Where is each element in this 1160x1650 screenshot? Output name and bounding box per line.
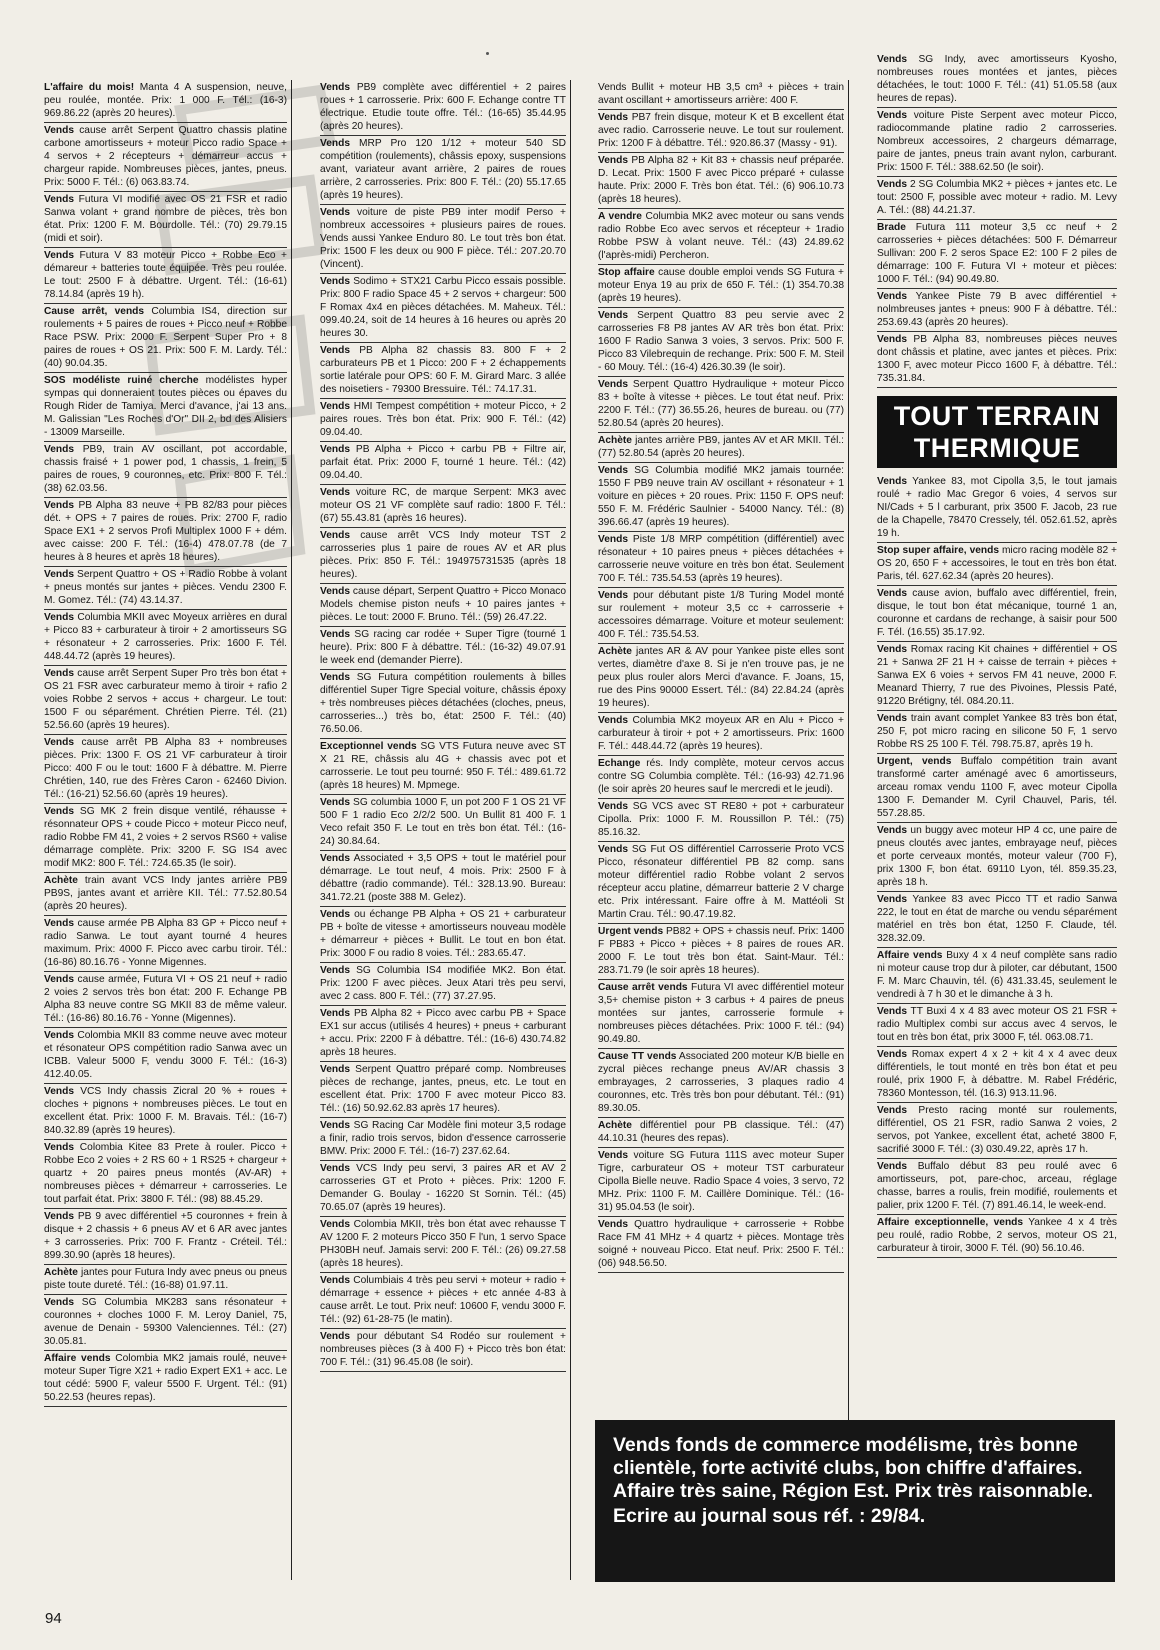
ad-lead: Stop super affaire, vends — [877, 545, 1000, 556]
classified-ad — [598, 1049, 844, 1118]
classified-ad — [877, 1004, 1117, 1047]
ad-lead: Vends — [598, 1219, 629, 1230]
classified-ad — [44, 80, 287, 123]
classified-ad — [320, 1329, 566, 1372]
ad-lead: Vends — [320, 345, 351, 356]
classified-ad — [598, 463, 844, 532]
classified-ad — [320, 1161, 566, 1217]
classified-ad — [598, 842, 844, 924]
ad-text: jantes AR & AV pour Yankee piste elles sont vertes, diamètre d'axe 8. Si je n'en trouve pas, je ne peux plus rouler alors Merci d'avance. F. Joans, 15, rue des Pins 90000 Essert. Tél.: (84) 22.84.24 (après 19 heures). — [598, 646, 844, 709]
ad-lead: Affaire vends — [877, 950, 943, 961]
ad-lead: Stop affaire — [598, 267, 655, 278]
classified-ad — [320, 1118, 566, 1161]
classified-ad — [598, 433, 844, 463]
classified-ad — [320, 80, 566, 136]
ad-lead: Vends — [877, 713, 908, 724]
ad-text: Colombia MK2 jamais roulé, neuve+ moteur Super Tigre X21 + radio Expert EX1 + acc. Le tout cédé: 5900 F, valeur 5500 F. Urgent. Tél.: (91) 50.22.53 (heures repas). — [44, 1353, 288, 1403]
ad-lead: Vends — [320, 1275, 351, 1286]
ad-lead: Vends — [598, 1150, 629, 1161]
ad-lead: Urgent, vends — [877, 756, 952, 767]
ad-text: cause arrêt PB Alpha 83 + nombreuses pièces. Prix: 1300 F. OS 21 VF carburateur à tiroir Picco: 400 F ou le tout: 1600 F à débattre. M. Pierre Chrétien, 140, rue des Frères Caron - 62460 Divion. Tél.: (16-21) 52.56.60 (après 19 heures). — [44, 737, 287, 800]
ad-text: Serpent Quattro préparé comp. Nombreuses pièces de rechange, jantes, pneus, etc. Le tout en escellent état. Prix: 1700 F avec moteur Picco 83. Tél.: (16) 50.92.62.83 après 17 heures). — [320, 1064, 566, 1114]
page-number: 94 — [45, 1610, 62, 1627]
ad-lead: Achète — [598, 1120, 632, 1131]
ad-lead: Vends — [44, 500, 75, 511]
classified-ad — [320, 528, 566, 584]
ad-lead: Vends — [320, 1064, 351, 1075]
ad-lead: Vends — [598, 379, 629, 390]
ad-text: Yankee 83 avec Picco TT et radio Sanwa 222, le tout en état de marche ou vendu séparément matériel en très bon état, 1250 F. Claude, tél. 328.32.09. — [877, 894, 1117, 944]
column-4 — [877, 52, 1117, 1372]
classified-ad — [598, 924, 844, 980]
classified-ad — [320, 739, 566, 795]
ad-text: SG Fut OS différentiel Carrosserie Proto VCS Picco, résonateur différentiel PB 82 comp. sans moteur différentiel radio Robbe volant 2 servos récepteur accu platine, démarreur batterie 2 V charge etc. Prix intéressant. Faire offre à M. Mattéoli St Martin Crau. Tél.: 90.47.19.82. — [598, 844, 844, 920]
classified-ad — [320, 670, 566, 739]
ad-text: SG Futura compétition roulements à billes différentiel Super Tigre Special voiture, châssis époxy + très nombreuses pièces détachées (cloches, pneus, carrosseries...) très bo, état: 2500 F. Tél.: (40) 76.50.06. — [320, 672, 566, 735]
ad-lead: Vends — [320, 401, 351, 412]
ad-lead: Vends — [598, 715, 629, 726]
ad-text: SG Columbia modifié MK2 jamais tournée: 1550 F PB9 neuve train AV oscillant + résonateur + 1 voiture en pièces + 20 roues. Prix: 1150 F. OPS neuf: 550 F. M. Frédéric Saulnier - 54000 Nancy. Tél.: (8) 396.66.47 (après 19 heures). — [598, 465, 844, 528]
classified-ad — [320, 1217, 566, 1273]
ad-lead: Achète — [598, 646, 632, 657]
ad-text: cause double emploi vends SG Futura + moteur Enya 19 au prix de 650 F. Tél.: (1) 354.70.38 (après 19 heures). — [598, 267, 845, 304]
classified-ad — [44, 1351, 287, 1407]
ad-text: Presto racing monté sur roulements, différentiel, OS 21 FSR, radio Sanwa 2 voies, 2 servos, pot Yankee, excellent état, acheté 3800 F, sacrifié 3000 F. Tél.: (3) 030.49.22, après 17 h. — [877, 1105, 1117, 1155]
ad-lead: Affaire exceptionnelle, vends — [877, 1217, 1024, 1228]
classified-ad — [44, 442, 287, 498]
classified-ad — [44, 304, 287, 373]
classified-ad — [877, 948, 1117, 1004]
ad-lead: Vends — [44, 806, 75, 817]
ad-lead: Vends — [320, 672, 351, 683]
classified-ad — [320, 274, 566, 343]
ad-text: SG Indy, avec amortisseurs Kyosho, nombreuses roues montées et jantes, pièces détachées, le tout: 1000 F. Tél.: (41) 51.05.58 (aux heures de repas). — [877, 54, 1117, 104]
ad-lead: Vends — [320, 1163, 351, 1174]
ad-lead: Vends — [320, 797, 351, 808]
ad-text: Sodimo + STX21 Carbu Picco essais possible. Prix: 800 F radio Space 45 + 2 servos + chargeur: 500 F Romax 4x4 en pièces détachées. M. Maheux. Tél.: 099.40.24, soit de 14 heures à 16 heures ou après 20 heures 30. — [320, 276, 566, 339]
ad-text: Serpent Quattro 83 peu servie avec 2 carrosseries F8 P8 jantes AV AR très bon état. Prix: 1600 F Radio Sanwa 3 voies, 3 servos. Prix: 500 F. Picco 83 Vilebrequin de rechange. Prix: 500 F. M. Steil - 60 Mouy. Tél.: (16-4) 426.30.39 (le soir). — [598, 310, 844, 373]
ad-text: Vends Bullit + moteur HB 3,5 cm³ + pièces + train avant oscillant + amortisseurs arrière: 400 F. — [598, 82, 844, 106]
ad-text: SG Racing Car Modèle fini moteur 3,5 rodage a finir, radio trois servos, bidon d'essence carrosserie BMW. Prix: 2000 F. Tél.: (16-7) 237.62.64. — [320, 1120, 566, 1157]
ad-lead: Vends — [44, 1297, 75, 1308]
ad-lead: Vends — [320, 1120, 351, 1131]
classified-ad — [320, 795, 566, 851]
classified-ad — [877, 543, 1117, 586]
ad-lead: Vends — [44, 918, 75, 929]
classified-ad — [320, 627, 566, 670]
classified-ad — [877, 586, 1117, 642]
ad-lead: Vends — [44, 1142, 75, 1153]
classified-ad — [877, 711, 1117, 754]
classified-ad — [877, 754, 1117, 823]
ad-text: Associated 200 moteur K/B bielle en zycral pièces rechange pneus AV/AR chassis 3 embrayages, 2 carrosseries, 3 plaques radio 4 couronnes, etc. Très très bon pour débutant. Tél.: (91) 89.30.05. — [598, 1051, 844, 1114]
ad-text: Piste 1/8 MRP compétition (différentiel) avec résonateur + 10 paires pneus + pièces détachées + carrosserie neuve voiture en très bon état. Seulement 700 F. Tél.: 735.54.53 (après 19 heures). — [598, 534, 844, 584]
ad-text: VCS Indy peu servi, 3 paires AR et AV 2 carrosseries GT et Proto + pièces. Prix: 1200 F. Demander G. Boulay - 16220 St Sornin. Tél.: (45) 70.65.07 (après 19 heures). — [320, 1163, 566, 1213]
ad-text: cause armée PB Alpha 83 GP + Picco neuf + radio Sanwa. Le tout ayant tourné 4 heures maximum. Prix: 4000 F. Picco avec carbu tiroir. Tél.: (16-86) 80.16.76 - Yonne Migennes. — [44, 918, 287, 968]
banner-line-2: THERMIQUE — [913, 433, 1081, 463]
classified-ad — [598, 209, 844, 265]
ad-lead: Vends — [877, 291, 908, 302]
ad-text: Columbia IS4, direction sur roulements + 5 paires de roues + Picco neuf + Robbe Race PSW. Prix: 2000 F. Serpent Super Pro + 8 paires de roues + OS 21. Prix: 500 F. M. Lardy. Tél.: (40) 90.04.35. — [44, 306, 287, 369]
classified-ad — [598, 644, 844, 713]
ad-text: voiture de piste PB9 inter modif Perso + nombreux accessoires + plusieurs paires de roues. Vends aussi Yankee Enduro 80. Le tout très bon état. Prix: 1500 F les deux ou 900 F pièce. Tél.: 207.20.70 (Vincent). — [320, 207, 566, 270]
ad-text: Columbia MKII avec Moyeux arrières en dural + Picco 83 + carburateur à tiroir + 2 amortisseurs SG + résonateur + 2 carrosseries. Prix: 1600 F. Tél. 448.44.72 (après 19 heures). — [44, 612, 287, 662]
ad-text: Buffalo compétition train avant transformé carter aménagé avec 6 amortisseurs, arceau romax vendu 1100 F, avec moteur Cipolla 1300 F. Demander M. Cyril Chauvel, Paris, tél. 557.28.85. — [877, 756, 1117, 819]
ad-text: SG MK 2 frein disque ventilé, réhausse + résonnateur OPS + coude Picco + moteur Picco neuf, radio Robbe FM 41, 2 voies + 2 servos RS60 + valise démarrage complète. Prix: 3200 F. SG IS4 avec modif MK2: 800 F. Tél.: 724.65.35 (le soir). — [44, 806, 287, 869]
ad-lead: Vends — [877, 825, 908, 836]
ad-text: PB9, train AV oscillant, pot accordable, chassis fraisé + 1 power pod, 1 chassis, 1 frein, 5 paires de roues, 9 couronnes, etc. Prix: 800 F. Tél.: (38) 62.03.56. — [44, 444, 287, 494]
ad-lead: Vends — [44, 612, 75, 623]
ad-text: jantes arrière PB9, jantes AV et AR MKII. Tél.: (77) 52.80.54 (après 20 heures). — [598, 435, 844, 459]
ad-lead: Vends — [598, 844, 629, 855]
ad-text: PB9 complète avec différentiel + 2 paires roues + 1 carrosserie. Prix: 600 F. Echange contre TT électrique. Etudie toute offre. Tél.: (16-65) 35.44.95 (après 20 heures). — [320, 82, 566, 132]
ad-text: cause armée, Futura VI + OS 21 neuf + radio 2 voies 2 servos très bon état: 200 F. Echange PB Alpha 83 neuve contre SG MKII 83 de même valeur. Tél.: (16-86) 80.16.76 - Yonne (Migennes). — [44, 974, 287, 1024]
ad-text: Yankee 83, mot Cipolla 3,5, le tout jamais roulé + radio Mac Gregor 6 voies, 4 servos sur NI/Cads + 5 l carburant, prix 3500 F. Jacob, 23 rue de la Chapelle, 78470 Cressely, tél. 052.61.52, après 19 h. — [877, 476, 1117, 539]
classified-ad — [320, 485, 566, 528]
ad-lead: A vendre — [598, 211, 642, 222]
ad-text: Quattro hydraulique + carrosserie + Robbe Race FM 41 MHz + 4 quartz + pièces. Montage très soigné + nouveau Picco. Etat neuf. Prix: 2500 F. Tél.: (06) 948.56.50. — [598, 1219, 844, 1269]
classified-ad — [44, 1209, 287, 1265]
classified-ad — [598, 713, 844, 756]
classified-ad — [44, 735, 287, 804]
print-mark — [486, 52, 489, 55]
business-ad-contact: Ecrire au journal sous réf. : 29/84. — [613, 1505, 926, 1527]
ad-lead: Vends — [877, 1105, 908, 1116]
classified-ad — [598, 80, 844, 110]
ad-text: Yankee Piste 79 B avec différentiel + nolmbreuses jantes + pneus: 900 F à débattre. Tél.: 253.69.43 (après 20 heures). — [877, 291, 1117, 328]
classified-ad — [877, 108, 1117, 177]
ad-text: micro racing modèle 82 + OS 20, 650 F + accessoires, le tout en très bon état. Paris, tél. 627.62.34 (après 20 heures). — [877, 545, 1117, 582]
classified-ad — [44, 666, 287, 735]
ad-lead: Vends — [320, 586, 351, 597]
ad-lead: Vends — [598, 801, 629, 812]
classified-ad — [320, 907, 566, 963]
ad-text: PB Alpha 82 + Kit 83 + chassis neuf préparée. D. Lecat. Prix: 1500 F avec Picco préparé + culasse haute. Prix: 2000 F. Très bon état. Tél.: (6) 906.10.73 (après 18 heures). — [598, 155, 844, 205]
ad-lead: Vends — [44, 737, 75, 748]
ad-lead: L'affaire du mois! — [44, 82, 135, 93]
ad-lead: Vends — [320, 487, 351, 498]
classified-ad — [877, 332, 1117, 388]
ad-text: un buggy avec moteur HP 4 cc, une paire de pneus cloutés avec jantes, embrayage neuf, pièces et porte cerveaux montés, moteur valeur (700 F), prix 1300 F, bon état. 69110 Lyon, tél. 859.35.23, après 18 h. — [877, 825, 1117, 888]
classified-ad — [598, 1217, 844, 1273]
ad-lead: Vends — [877, 644, 908, 655]
ad-lead: Cause TT vends — [598, 1051, 677, 1062]
ad-lead: Vends — [320, 909, 351, 920]
ad-text: PB Alpha 82 chassis 83. 800 F + 2 carburateurs PB et 1 Picco: 200 F + 2 échappements sortie latérale pour OPS: 60 F. M. Girard Marc. 3 allée des noisetiers - 79300 Bressuire. Tél.: 74.17.31. — [320, 345, 566, 395]
ad-text: Futura VI modifié avec OS 21 FSR et radio Sanwa volant + grand nombre de pièces, très bon état. Prix: 1200 F. M. Bourdolle. Tél.: (70) 29.79.15 (midi et soir). — [44, 194, 287, 244]
ad-text: Colombia MKII 83 comme neuve avec moteur et résonateur OPS compétition radio Sanwa avec un ICBB. Valeur 5000 F, vendu 3000 F. Tél.: (16-3) 412.40.05. — [44, 1030, 287, 1080]
business-ad-text: Vends fonds de commerce modélisme, très bonne clientèle, forte activité clubs, bon chiffre d'affaires. Affaire très saine, Région Est. Prix très raisonnable. — [613, 1434, 1094, 1502]
classified-ad — [44, 248, 287, 304]
classified-ad — [598, 980, 844, 1049]
classified-ad — [598, 799, 844, 842]
ad-text: SG VTS Futura neuve avec ST X 21 RE, châssis alu 4G + chassis avec pot et carrosserie. Le tout peu tourné: 950 F. Tél.: 489.61.72 (après 18 heures) M. Mpmege. — [320, 741, 566, 791]
classified-ad — [877, 289, 1117, 332]
ad-lead: Vends — [877, 179, 908, 190]
classified-ad — [877, 642, 1117, 711]
classified-ad — [320, 584, 566, 627]
ad-text: PB Alpha 82 + Picco avec carbu PB + Space EX1 sur accus (utilisés 4 heures) + pneus + carburant + accu. Prix: 2200 F à débattre. Tél.: (16-6) 430.74.82 après 18 heures. — [320, 1008, 566, 1058]
ad-lead: Cause arrêt, vends — [44, 306, 145, 317]
ad-text: Yankee 4 x 4 très peu roulé, radio Robbe, 2 servos, moteur OS 21, carburateur à tiroir, 3000 F. Tél. (90) 56.10.46. — [877, 1217, 1117, 1254]
ad-lead: Echange — [598, 758, 641, 769]
ad-text: Associated + 3,5 OPS + tout le matériel pour démarrage. Le tout neuf, 4 mois. Prix: 2500 F à débattre (radio commande). Tél.: 328.13.90. Bureau: 341.72.21 (poste 388 M. Gelez). — [320, 853, 566, 903]
ad-text: Futura V 83 moteur Picco + Robbe Eco + démareur + batteries toute équipée. Très peu roulée. Le tout: 2500 F à débattre. Urgent. Tél.: (16-61) 78.14.84 (après 19 h). — [44, 250, 287, 300]
ad-text: Buxy 4 x 4 neuf complète sans radio ni moteur cause trop dur à piloter, car débutant, 1500 F. M. Marc Chauvin, tél. (6) 431.33.45, seulement le vendredi à 7 h 30 et le dimanche à 3 h. — [877, 950, 1117, 1000]
classified-ad — [877, 1047, 1117, 1103]
column-3 — [598, 80, 849, 1580]
classified-ad — [598, 153, 844, 209]
ad-text: pour débutant piste 1/8 Turing Model monté sur roulement + moteur 3,5 cc + carrosserie + accessoires démarrage. Voiture et moteur seulement: 400 F. Tél.: 735.54.53. — [598, 590, 844, 640]
ad-text: Colombia MKII, très bon état avec rehausse T AV 1200 F. 2 moteurs Picco 350 F l'un, 1 servo Space PH30BH neuf. Jamais servi: 200 F. Tél.: (26) 09.27.58 (après 18 heures). — [320, 1219, 566, 1269]
ad-lead: Vends — [320, 1331, 351, 1342]
classified-ad — [598, 588, 844, 644]
ad-text: train avant complet Yankee 83 très bon état, 250 F, pot micro racing en silicone 50 F, 1 servo Robbe RS 25 100 F. Tél. 798.75.87, après 19 h. — [877, 713, 1117, 750]
classified-ad — [320, 399, 566, 442]
business-sale-ad — [595, 1420, 1115, 1582]
classified-ad — [320, 136, 566, 205]
ad-lead: Vends — [44, 569, 75, 580]
ad-text: PB7 frein disque, moteur K et B excellent état avec radio. Carrosserie neuve. Le tout sur roulement. Prix: 1200 F à débattre. Tél.: 920.86.37 (Massy - 91). — [598, 112, 844, 149]
ad-lead: SOS modéliste ruiné cherche — [44, 375, 199, 386]
ad-lead: Vends — [44, 444, 75, 455]
ad-lead: Vends — [598, 534, 629, 545]
ad-text: PB Alpha 83 neuve + PB 82/83 pour pièces dét. + OPS + 7 paires de roues. Prix: 2700 F, radio Space EX1 + 2 servos Profi Multiplex 1000 F + dém. avec caisse: 200 F. Tél.: (16-4) 478.07.78 (de 7 heures à 8 heures et après 18 heures). — [44, 500, 287, 563]
ad-lead: Vends — [877, 1006, 908, 1017]
ad-lead: Vends — [877, 110, 908, 121]
ad-text: Columbiais 4 très peu servi + moteur + radio + démarrage + essence + pièces + etc année 4-83 à cause arrêt. Le tout. Prix neuf: 10600 F, vendu 3000 F. Tél.: (92) 61-28-75 (le matin). — [320, 1275, 566, 1325]
classified-ad — [598, 308, 844, 377]
classified-ad — [44, 567, 287, 610]
classified-ad — [877, 1215, 1117, 1258]
classified-ad — [598, 377, 844, 433]
ad-text: pour débutant S4 Rodéo sur roulement + nombreuses pièces (3 à 400 F) + Picco très bon état: 700 F. Tél.: (31) 96.45.08 (le soir). — [320, 1331, 566, 1368]
ad-lead: Exceptionnel vends — [320, 741, 417, 752]
ad-lead: Vends — [598, 465, 629, 476]
ad-text: Columbia MK2 moyeux AR en Alu + Picco + carburateur à tiroir + pot + 2 amortisseurs. Prix: 1600 F. Tél.: 448.44.72 (après 19 heures). — [598, 715, 844, 752]
ad-lead: Vends — [320, 965, 351, 976]
ad-text: Futura 111 moteur 3,5 cc neuf + 2 carrosseries + pièces détachées: 500 F. Démarreur Sullivan: 200 F. 2 seros Space E2: 100 F 2 piles de démarrage: 100 F. Futura VI + moteur et pièces: 1000 F. Tél.: (94) 90.49.80. — [877, 222, 1117, 285]
classified-ad — [44, 610, 287, 666]
ad-lead: Vends — [320, 629, 351, 640]
ad-lead: Vends — [877, 334, 908, 345]
ad-lead: Achète — [44, 1267, 78, 1278]
ad-lead: Vends — [44, 250, 75, 261]
ad-text: train avant VCS Indy jantes arrière PB9 PB9S, jantes avant et arrière KII. Tél.: 77.52.80.54 (après 20 heures). — [44, 875, 287, 912]
classified-ad — [44, 192, 287, 248]
ad-text: PB82 + OPS + chassis neuf. Prix: 1400 F PB83 + Picco + pièces + 8 paires de roues AR. 2000 F. Le tout très bon état. Saint-Maur. Tél.: 283.71.79 (le soir après 18 heures). — [598, 926, 844, 976]
ad-text: SG columbia 1000 F, un pot 200 F 1 OS 21 VF 500 F 1 radio Eco 2/2/2 500. Un Bullit 81 400 F. 1 Veco refait 350 F. Le tout en très bon état. Tél.: (16-24) 30.84.64. — [320, 797, 566, 847]
classified-ad — [877, 177, 1117, 220]
ad-lead: Vends — [598, 112, 629, 123]
classified-ad — [877, 1103, 1117, 1159]
ad-text: Buffalo début 83 peu roulé avec 6 amortisseurs, pot, pare-choc, arceau, réglage chasse, barres a roulis, frein modifié, roulements et palier, prix 1200 F. Tél. (7) 891.46.14, le week-end. — [877, 1161, 1117, 1211]
section-banner — [877, 396, 1117, 468]
ad-lead: Affaire vends — [44, 1353, 111, 1364]
ad-text: voiture RC, de marque Serpent: MK3 avec moteur OS 21 VF complète sauf radio: 1800 F. Tél.: (67) 55.43.81 (après 16 heures). — [320, 487, 566, 524]
ad-text: Columbia MK2 avec moteur ou sans vends radio Robbe Eco avec servos et récepteur + 1radio Robbe PSW à volant neuve. Tél.: (43) 24.89.62 (l'après-midi) Percheron. — [598, 211, 844, 261]
ad-lead: Vends — [44, 1030, 75, 1041]
ad-lead: Vends — [320, 276, 351, 287]
column-4-bottom-ads — [877, 474, 1117, 1258]
column-4-top-ads — [877, 52, 1117, 388]
ad-lead: Achète — [598, 435, 632, 446]
ad-text: Romax expert 4 x 2 + kit 4 x 4 avec deux différentiels, le tout monté en très bon état et peu roulé, prix 1900 F, à débattre. M. Rabel Frédéric, 78360 Montesson, tél. (16.3) 913.11.96. — [877, 1049, 1117, 1099]
classified-ad — [877, 474, 1117, 543]
ad-text: MRP Pro 120 1/12 + moteur 540 SD compétition (roulements), châssis epoxy, suspensions avant, variateur avant arrière, 2 paires de roues arrière, 2 carrosseries. Prix: 800 F. Tél.: (20) 55.17.65 (après 19 heures). — [320, 138, 566, 201]
ad-lead: Vends — [598, 155, 629, 166]
ad-text: SG racing car rodée + Super Tigre (tourné 1 heure). Prix: 800 F à débattre. Tél.: (16-32) 49.07.91 le week end (demander Pierre). — [320, 629, 566, 666]
classified-ad — [44, 972, 287, 1028]
column-2 — [320, 80, 571, 1580]
classified-ad — [44, 498, 287, 567]
ad-lead: Vends — [44, 194, 75, 205]
ad-text: 2 SG Columbia MK2 + pièces + jantes etc. Le tout: 2500 F, possible avec moteur + radio. M. Levy A. Tél.: (88) 44.21.37. — [877, 179, 1117, 216]
ad-text: jantes pour Futura Indy avec pneus ou pneus piste toute dureté. Tél.: (16-88) 01.97.11. — [44, 1267, 287, 1291]
classified-ad — [320, 963, 566, 1006]
ad-lead: Vends — [877, 894, 908, 905]
ad-text: différentiel pour PB classique. Tél.: (47) 44.10.31 (heures des repas). — [598, 1120, 844, 1144]
ad-lead: Vends — [44, 125, 75, 136]
classified-ad — [44, 1140, 287, 1209]
ad-lead: Vends — [44, 668, 75, 679]
ad-lead: Vends — [44, 974, 75, 985]
classified-ad — [320, 851, 566, 907]
classified-ad — [598, 110, 844, 153]
ad-lead: Vends — [877, 1161, 908, 1172]
classified-ad — [320, 442, 566, 485]
ad-text: Romax racing Kit chaines + différentiel + OS 21 + Sanwa 2F 21 H + caisse de terrain + pièces + Sanwa EX 6 voies + servos FM 41 neuve, 2000 F. Meanard Thierry, 7 rue des Pivoines, Plessis Paté, 91220 Brétigny, tél. 084.20.11. — [877, 644, 1117, 707]
classified-ad — [877, 52, 1117, 108]
ad-text: voiture Piste Serpent avec moteur Picco, radiocommande platine radio 2 carrosseries. Nombreux accessoires, 2 chargeurs démarrage, paire de jantes, pneus train avant nylon, carburant. Prix: 1500 F. Tél.: 388.62.50 (le soir). — [877, 110, 1117, 173]
ad-lead: Cause arrêt vends — [598, 982, 688, 993]
ad-text: cause arrêt Serpent Super Pro très bon état + OS 21 FSR avec carburateur memo à tiroir + rafio 2 voies Robbe 2 servos + accus + chargeur. Le tout: 1500 F ou séparément. Chrétien Pierre. Tél. (21) 52.56.60 (après 19 heures). — [44, 668, 287, 731]
classified-ad — [877, 892, 1117, 948]
classified-ad — [44, 873, 287, 916]
classified-ad — [44, 1265, 287, 1295]
ad-lead: Vends — [320, 1008, 351, 1019]
ad-lead: Vends — [320, 853, 351, 864]
ad-lead: Vends — [877, 588, 908, 599]
classified-ad — [44, 1295, 287, 1351]
classified-ad — [44, 123, 287, 192]
ad-lead: Urgent vends — [598, 926, 664, 937]
ad-lead: Brade — [877, 222, 906, 233]
ad-text: cause arrêt Serpent Quattro chassis platine carbone amortisseurs + moteur Picco radio Space + 4 servos + 2 récepteurs + démarreur accus + chargeur rapide. Nombreuses pièces, jantes, pneus. Prix: 5000 F. Tél.: (6) 063.83.74. — [44, 125, 287, 188]
ad-lead: Vends — [320, 138, 351, 149]
ad-text: SG Columbia MK283 sans résonateur + couronnes + cloches 1000 F. M. Leroy Daniel, 75, avenue de Denain - 59300 Valenciennes. Tél.: (27) 30.05.81. — [44, 1297, 287, 1347]
ad-lead: Vends — [320, 82, 351, 93]
classified-ad — [44, 373, 287, 442]
ad-lead: Vends — [877, 476, 908, 487]
ad-lead: Vends — [320, 444, 351, 455]
banner-line-1: TOUT TERRAIN — [893, 401, 1101, 431]
ad-text: SG Columbia IS4 modifiée MK2. Bon état. Prix: 1200 F avec pièces. Jeux Atari très peu servi, avec 2 cass. 800 F. Tél.: (77) 37.27.95. — [320, 965, 566, 1002]
column-1 — [44, 80, 292, 1580]
ad-text: Serpent Quattro + OS + Radio Robbe à volant + pneus montés sur jantes + pièces. Vendu 2300 F. M. Gomez. Tél.: (74) 43.14.37. — [44, 569, 287, 606]
classified-ad — [598, 1118, 844, 1148]
classified-ad — [44, 1028, 287, 1084]
ad-text: PB Alpha 83, nombreuses pièces neuves dont châssis et platine, avec jantes et pièces. Prix: 1300 F, avec moteur Picco 1600 F, à débattre. Tél.: 735.31.84. — [877, 334, 1117, 384]
classified-ad — [320, 1273, 566, 1329]
classified-ad — [320, 205, 566, 274]
ad-text: cause arrêt VCS Indy moteur TST 2 carrosseries plus 1 paire de roues AV et AR plus pièces. Prix: 850 F. Tél.: 194975731535 (après 18 heures). — [320, 530, 566, 580]
classified-ad — [44, 804, 287, 873]
classified-ad — [598, 756, 844, 799]
classified-ad — [877, 220, 1117, 289]
ad-lead: Vends — [598, 590, 629, 601]
ad-lead: Vends — [877, 1049, 908, 1060]
ad-text: HMI Tempest compétition + moteur Picco, + 2 paires roues. Très bon état. Prix: 900 F. Tél.: (42) 09.04.40. — [320, 401, 566, 438]
ad-text: rés. Indy complète, moteur cervos accus contre SG Columbia complète. Tél.: (16-93) 42.71.96 (le soir après 20 heures sauf le mercredi et le jeudi). — [598, 758, 844, 795]
ad-text: modélistes hyper sympas qui donneraient toutes pièces ou épaves du Rough Rider de Tamiya. Merci d'avance, j'ai 13 ans. M. Galissian "Les Roches d'Or" DII 2, bd des Alisiers - 13009 Marseille. — [44, 375, 287, 438]
ad-lead: Vends — [44, 1211, 75, 1222]
ad-text: SG VCS avec ST RE80 + pot + carburateur Cipolla. Prix: 1000 F. M. Roussillon P. Tél.: (75) 85.16.32. — [598, 801, 844, 838]
ad-lead: Achète — [44, 875, 78, 886]
ad-text: PB Alpha + Picco + carbu PB + Filtre air, parfait état. Prix: 2000 F, tourné 1 heure. Tél.: (42) 09.04.40. — [320, 444, 566, 481]
classified-ad — [44, 916, 287, 972]
classified-ad — [598, 532, 844, 588]
ad-lead: Vends — [320, 207, 351, 218]
ad-text: PB 9 avec différentiel +5 couronnes + frein à disque + 2 chassis + 6 pneus AV et 6 AR avec jantes + 3 carrosseries. Prix: 700 F. Frantz - Créteil. Tél.: 899.30.90 (après 18 heures). — [44, 1211, 287, 1261]
ad-text: VCS Indy chassis Zicral 20 % + roues + cloches + pignons + nombreuses pièces. Le tout en excellent état. Prix: 1000 F. M. Bravais. Tél.: (16-7) 840.32.89 (après 19 heures). — [44, 1086, 287, 1136]
ad-text: Manta 4 A suspension, neuve, peu roulée, montée. Prix: 1 000 F. Tél.: (16-3) 969.86.22 (après 20 heures). — [44, 82, 287, 119]
ad-text: cause avion, buffalo avec différentiel, frein, disque, le tout bon état mécanique, tourné 1 an, couronne et cardans de rechange, à saisir pour 500 F. Tél. (16.55) 35.17.92. — [877, 588, 1117, 638]
classified-ad — [598, 1148, 844, 1217]
ad-text: Serpent Quattro Hydraulique + moteur Picco 83 + boîte à vitesse + pièces. Le tout état neuf. Prix: 2200 F. Tél.: (77) 36.55.26, heures de bureau. ou (77) 52.80.54 (après 20 heures). — [598, 379, 844, 429]
ad-text: cause départ, Serpent Quattro + Picco Monaco Models chemise piston neufs + 10 paires jantes + pièces. Le tout: 2000 F. Bruno. Tél.: (59) 26.47.22. — [320, 586, 566, 623]
classified-ad — [320, 1006, 566, 1062]
classified-ad — [877, 1159, 1117, 1215]
ad-lead: Vends — [877, 54, 908, 65]
classified-ad — [320, 1062, 566, 1118]
classified-ad — [320, 343, 566, 399]
ad-text: TT Buxi 4 x 4 83 avec moteur OS 21 FSR + radio Multiplex combi sur accus avec 4 servos, le tout en très bon état, prix 3000 F, tél. 063.08.71. — [877, 1006, 1117, 1043]
ad-text: Futura VI avec différentiel moteur 3,5+ chemise piston + 3 carbus + 4 paires de pneus montées sur jantes, carrosserie formule + nombreuses pièces détachées. Prix: 1000 F. tél.: (94) 90.49.80. — [598, 982, 844, 1045]
ad-lead: Vends — [320, 1219, 351, 1230]
ad-lead: Vends — [44, 1086, 75, 1097]
ad-text: voiture SG Futura 111S avec moteur Super Tigre, carburateur OS + moteur TST carburateur Cipolla Bielle neuve. Radio Space 4 voies, 3 servo, 72 MHz. Prix: 1100 F. M. Caillère Dominique. Tél.: (16-31) 95.04.53 (le soir). — [598, 1150, 844, 1213]
classified-ad — [877, 823, 1117, 892]
classified-ad — [44, 1084, 287, 1140]
ad-text: Colombia Kitee 83 Prete à rouler. Picco + Robbe Eco 2 voies + 2 RS 60 + 1 RS25 + chargeur + quartz + 20 paires pneus montés (AV-AR) + nombreuses pièces + démarreur + carrosseries. Le tout parfait état. Prix: 3800 F. Tél.: (98) 88.45.29. — [44, 1142, 287, 1205]
ad-lead: Vends — [598, 310, 629, 321]
classified-ad — [598, 265, 844, 308]
ad-lead: Vends — [320, 530, 351, 541]
ad-text: ou échange PB Alpha + OS 21 + carburateur PB + boîte de vitesse + amortisseurs nouveau modèle + démarreur + pièces + Bullit. Le tout en bon état. Prix: 3000 F ou radio 8 voies. Tél.: 283.65.47. — [320, 909, 566, 959]
